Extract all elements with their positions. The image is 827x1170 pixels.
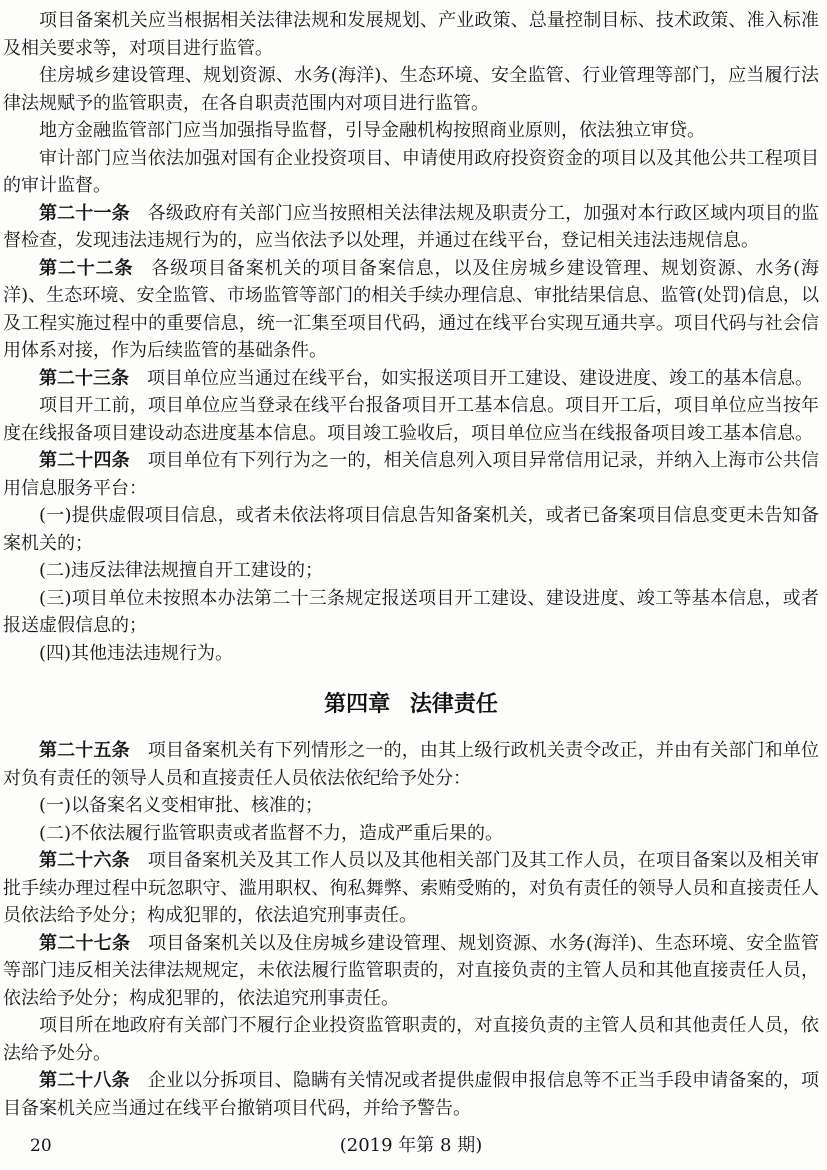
paragraph-text: 项目所在地政府有关部门不履行企业投资监管职责的，对直接负责的主管人员和其他责任人员，依法给予处分。 xyxy=(3,1015,819,1064)
paragraph-text: (二)不依法履行监管职责或者监督不力，造成严重后果的。 xyxy=(39,822,504,844)
issue-label: (2019 年第 8 期) xyxy=(339,1135,483,1156)
section-legal-liability xyxy=(3,737,819,1122)
paragraph-text: 项目备案机关有下列情形之一的，由其上级行政机关责令改正，并由有关部门和单位对负有责任的领导人员和直接责任人员依法依纪给予处分： xyxy=(3,740,819,789)
paragraph-article-27 xyxy=(3,930,819,1013)
paragraph-article-22 xyxy=(3,255,819,365)
list-item-1 xyxy=(3,792,819,820)
paragraph-article-26 xyxy=(3,847,819,930)
paragraph-text: 企业以分拆项目、隐瞒有关情况或者提供虚假申报信息等不正当手段申请备案的，项目备案机关应当通过在线平台撤销项目代码，并给予警告。 xyxy=(3,1070,819,1119)
list-item-2 xyxy=(3,557,819,585)
paragraph-text: 住房城乡建设管理、规划资源、水务(海洋)、生态环境、安全监管、行业管理等部门，应当履行法律法规赋予的监管职责，在各自职责范围内对项目进行监管。 xyxy=(3,65,819,114)
paragraph-text: (一)以备案名义变相审批、核准的； xyxy=(39,795,324,816)
article-number: 第二十四条 xyxy=(39,450,130,471)
section-before-chapter xyxy=(3,7,819,667)
chapter-number: 第四章 xyxy=(324,691,391,717)
article-number: 第二十一条 xyxy=(39,202,130,224)
paragraph-text: 项目备案机关以及住房城乡建设管理、规划资源、水务(海洋)、生态环境、安全监管等部门违反相关法律法规规定，未依法履行监管职责的，对直接负责的主管人员和其他直接责任人员，依法给予处分；构成犯罪的，依法追究刑事责任。 xyxy=(3,932,819,1009)
paragraph xyxy=(3,62,819,117)
page-number: 20 xyxy=(30,1136,52,1156)
paragraph-text: 各级政府有关部门应当按照相关法律法规及职责分工，加强对本行政区域内项目的监督检查，发现违法违规行为的，应当依法予以处理，并通过在线平台，登记相关违法违规信息。 xyxy=(3,202,819,251)
article-number: 第二十八条 xyxy=(39,1070,130,1091)
chapter-heading xyxy=(3,689,819,720)
paragraph-article-23 xyxy=(3,365,819,393)
paragraph xyxy=(3,7,819,62)
paragraph-text: 项目备案机关应当根据相关法律法规和发展规划、产业政策、总量控制目标、技术政策、准入标准及相关要求等，对项目进行监管。 xyxy=(3,10,819,59)
list-item-1 xyxy=(3,502,819,557)
paragraph-article-28 xyxy=(3,1067,819,1122)
paragraph-text: 项目开工前，项目单位应当登录在线平台报备项目开工基本信息。项目开工后，项目单位应当按年度在线报备项目建设动态进度基本信息。项目竣工验收后，项目单位应当在线报备项目竣工基本信息。 xyxy=(3,395,819,444)
list-item-2 xyxy=(3,820,819,848)
paragraph-text: (四)其他违法违规行为。 xyxy=(39,642,234,664)
paragraph-text: (二)违反法律法规擅自开工建设的； xyxy=(39,560,324,581)
paragraph-text: 项目单位应当通过在线平台，如实报送项目开工建设、建设进度、竣工的基本信息。 xyxy=(147,367,813,389)
paragraph-text: (三)项目单位未按照本办法第二十三条规定报送项目开工建设、建设进度、竣工等基本信息，或者报送虚假信息的； xyxy=(3,587,819,636)
paragraph-text: (一)提供虚假项目信息，或者未依法将项目信息告知备案机关，或者已备案项目信息变更未告知备案机关的； xyxy=(3,505,819,554)
paragraph xyxy=(3,392,819,447)
page-footer xyxy=(3,1131,819,1161)
article-number: 第二十七条 xyxy=(39,932,131,954)
paragraph-article-24 xyxy=(3,447,819,502)
paragraph xyxy=(3,117,819,145)
paragraph-text: 各级项目备案机关的项目备案信息，以及住房城乡建设管理、规划资源、水务(海洋)、生态环境、安全监管、市场监管等部门的相关手续办理信息、审批结果信息、监管(处罚)信息，以及工程实施过程中的重要信息，统一汇集至项目代码，通过在线平台实现互通共享。项目代码与社会信用体系对接，作为后续监管的基础条件。 xyxy=(3,257,819,361)
article-number: 第二十五条 xyxy=(39,740,130,761)
paragraph xyxy=(3,1012,819,1067)
paragraph-article-25 xyxy=(3,737,819,792)
chapter-title: 法律责任 xyxy=(409,691,498,717)
paragraph-text: 项目备案机关及其工作人员以及其他相关部门及其工作人员，在项目备案以及相关审批手续办理过程中玩忽职守、滥用职权、徇私舞弊、索贿受贿的，对负有责任的领导人员和直接责任人员依法给予处分；构成犯罪的，依法追究刑事责任。 xyxy=(3,850,819,926)
paragraph-text: 审计部门应当依法加强对国有企业投资项目、申请使用政府投资资金的项目以及其他公共工程项目的审计监督。 xyxy=(3,147,819,196)
paragraph-article-21 xyxy=(3,200,819,255)
article-number: 第二十三条 xyxy=(39,367,129,389)
paragraph-text: 项目单位有下列行为之一的，相关信息列入项目异常信用记录，并纳入上海市公共信用信息服务平台： xyxy=(3,450,819,499)
paragraph xyxy=(3,145,819,200)
list-item-3 xyxy=(3,585,819,640)
list-item-4 xyxy=(3,640,819,668)
article-number: 第二十二条 xyxy=(39,257,134,279)
paragraph-text: 地方金融监管部门应当加强指导监督，引导金融机构按照商业原则，依法独立审贷。 xyxy=(39,120,705,141)
article-number: 第二十六条 xyxy=(39,850,130,871)
